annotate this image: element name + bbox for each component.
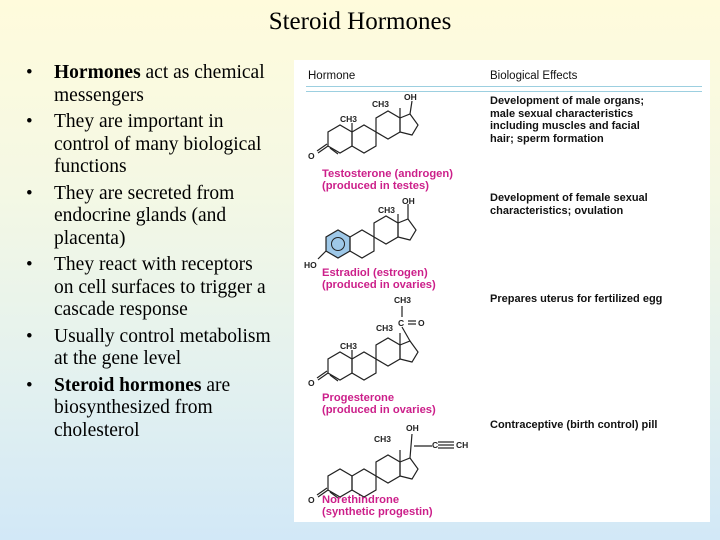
bullet-marker: • (26, 325, 33, 347)
steroid-skeleton (328, 455, 418, 498)
hydroxyl-bond (410, 434, 412, 458)
bullet-item (22, 254, 277, 322)
bullet-item (22, 326, 277, 371)
bullet-text: are biosynthesized from cholesterol (54, 374, 231, 441)
bullet-text: They are secreted from endocrine glands (and placenta) (54, 182, 235, 249)
ketone-o-label: O (308, 378, 315, 388)
alkyne-ch-label: CH (456, 440, 469, 450)
oh-label: OH (404, 92, 417, 102)
biological-effect (490, 192, 705, 217)
effect-line: Prepares uterus for fertilized egg (490, 293, 663, 305)
column-header-hormone: Hormone (308, 70, 356, 82)
bullet-marker: • (26, 111, 33, 132)
alkyne-c-label: C (432, 440, 439, 450)
hydroxyl-bond (410, 101, 412, 114)
oh-label: OH (402, 196, 415, 206)
effect-line: male sexual characteristics (490, 107, 634, 120)
effect-line: hair; sperm formation (490, 132, 604, 145)
bullet-text: Usually control metabolism at the gene level (54, 325, 271, 369)
hormone-name: Testosterone (androgen) (322, 168, 453, 180)
steroid-skeleton (326, 216, 416, 258)
hormone-source: (synthetic progestin) (322, 506, 433, 518)
bullet-marker: • (26, 254, 33, 275)
oh-label: OH (406, 423, 419, 433)
bullet-item (22, 62, 277, 107)
bullet-marker: • (26, 374, 33, 396)
hormone-table-figure (294, 60, 710, 522)
biological-effect (490, 419, 705, 432)
norethindrone-structure (294, 420, 494, 505)
bullet-item (22, 183, 277, 251)
bullet-list (22, 62, 277, 446)
biological-effect (490, 293, 705, 306)
ch3-label: CH3 (340, 341, 358, 351)
hydroxyl-bond (318, 251, 326, 259)
hormone-source: (produced in ovaries) (322, 279, 436, 291)
acetyl-bond (402, 327, 410, 341)
hormone-source: (produced in ovaries) (322, 404, 436, 416)
hormone-name: Progesterone (322, 392, 395, 404)
ketone-o-label: O (308, 151, 315, 161)
bullet-item (22, 111, 277, 179)
carbonyl-c-label: C (398, 318, 405, 328)
bullet-text: They react with receptors on cell surfaces to trigger a cascade response (54, 254, 266, 320)
effect-line: Contraceptive (birth control) pill (490, 419, 658, 431)
hormone-source: (produced in testes) (322, 180, 429, 192)
ch3-label: CH3 (340, 114, 358, 124)
progesterone-structure (294, 293, 494, 393)
ch3-label: CH3 (374, 434, 392, 444)
testosterone-structure (294, 88, 494, 168)
ch3-label: CH3 (376, 323, 394, 333)
column-header-effects: Biological Effects (490, 70, 578, 82)
bullet-text: They are important in control of many biological functions (54, 111, 262, 177)
bullet-text: act as chemical messengers (54, 62, 265, 106)
ho-label: HO (304, 260, 317, 270)
ketone-o-label: O (308, 495, 315, 505)
effect-line: including muscles and facial (490, 120, 640, 132)
slide-title: Steroid Hormones (268, 8, 452, 35)
effect-line: Development of female sexual (490, 192, 648, 204)
ch3-label: CH3 (372, 99, 390, 109)
ch3-label: CH3 (394, 295, 412, 305)
effect-line: characteristics; ovulation (490, 204, 624, 217)
bullet-item (22, 375, 277, 443)
carbonyl-o-label: O (418, 318, 425, 328)
bullet-marker: • (26, 62, 33, 83)
ch3-label: CH3 (378, 205, 396, 215)
bullet-bold-text: Hormones (54, 62, 141, 83)
effect-line: Development of male organs; (490, 95, 645, 107)
bullet-bold-text: Steroid hormones (54, 374, 202, 396)
hormone-name: Norethindrone (322, 494, 400, 506)
biological-effect (490, 95, 705, 145)
hormone-name: Estradiol (estrogen) (322, 267, 428, 279)
header-rule (306, 86, 702, 87)
bullet-marker: • (26, 182, 33, 204)
